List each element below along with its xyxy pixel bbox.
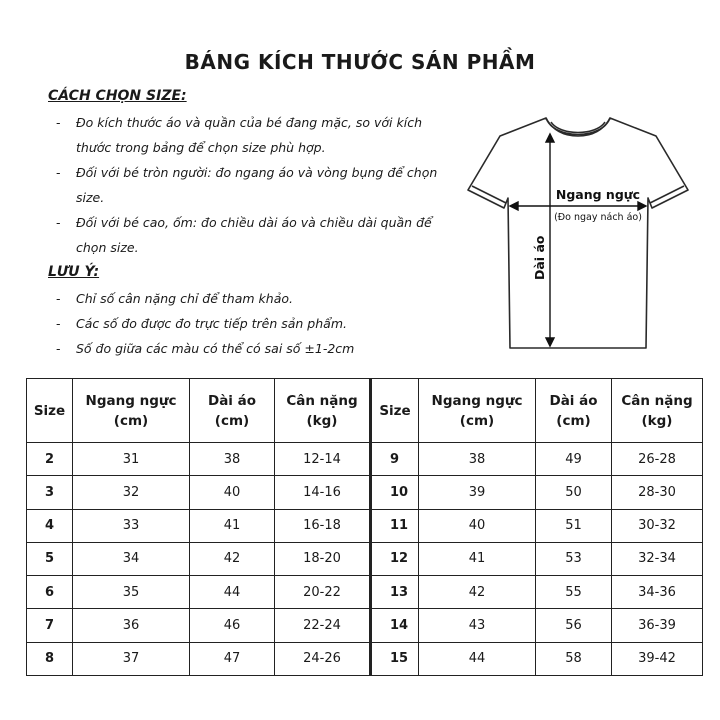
notes-list — [48, 286, 448, 361]
instructions-panel — [48, 88, 448, 361]
arrow-left-icon — [510, 202, 518, 210]
list-item: - Đối với bé cao, ốm: đo chiều dài áo và chiều dài quần để chọn size. — [56, 215, 432, 255]
table-row: 2 31 38 12-14 9 38 49 26-28 — [27, 443, 703, 476]
length-label: Dài áo — [532, 235, 547, 280]
how-to-choose-list — [48, 110, 448, 260]
column-header-size: Size — [27, 379, 73, 443]
list-item: - Các số đo được đo trực tiếp trên sản phẩm. — [56, 316, 347, 331]
list-item: - Đo kích thước áo và quần của bé đang mặc, so với kích thước trong bảng để chọn size phù hợp. — [56, 115, 422, 155]
column-header-length: Dài áo (cm) — [536, 379, 612, 443]
list-item: - Đối với bé tròn người: đo ngang áo và vòng bụng để chọn size. — [56, 165, 438, 205]
table-row: 5 34 42 18-20 12 41 53 32-34 — [27, 542, 703, 575]
arrow-down-icon — [546, 338, 554, 346]
table-row: 7 36 46 22-24 14 43 56 36-39 — [27, 609, 703, 642]
tshirt-diagram — [460, 100, 696, 350]
page-title: BÁNG KÍCH THƯỚC SÁN PHẦM — [184, 50, 536, 74]
table-row: 6 35 44 20-22 13 42 55 34-36 — [27, 576, 703, 609]
notes-heading: LƯU Ý: — [48, 264, 100, 280]
column-header-chest: Ngang ngực (cm) — [419, 379, 536, 443]
size-table — [26, 378, 703, 676]
tshirt-outline-icon — [468, 118, 688, 348]
column-header-chest: Ngang ngực (cm) — [73, 379, 190, 443]
list-item: - Chỉ số cân nặng chỉ để tham khảo. — [56, 291, 293, 306]
table-row: 3 32 40 14-16 10 39 50 28-30 — [27, 476, 703, 509]
list-item: - Số đo giữa các màu có thể có sai số ±1-2cm — [56, 341, 355, 356]
table-row: 8 37 47 24-26 15 44 58 39-42 — [27, 642, 703, 675]
column-header-length: Dài áo (cm) — [190, 379, 275, 443]
table-header-row — [27, 379, 703, 443]
column-header-weight: Cân nặng (kg) — [612, 379, 703, 443]
arrow-right-icon — [638, 202, 646, 210]
chest-note: (Đo ngay nách áo) — [554, 212, 642, 223]
column-header-weight: Cân nặng (kg) — [275, 379, 371, 443]
how-to-choose-heading: CÁCH CHỌN SIZE: — [48, 88, 187, 104]
arrow-up-icon — [546, 134, 554, 142]
table-row: 4 33 41 16-18 11 40 51 30-32 — [27, 509, 703, 542]
chest-label: Ngang ngực — [555, 187, 641, 202]
column-header-size: Size — [371, 379, 419, 443]
